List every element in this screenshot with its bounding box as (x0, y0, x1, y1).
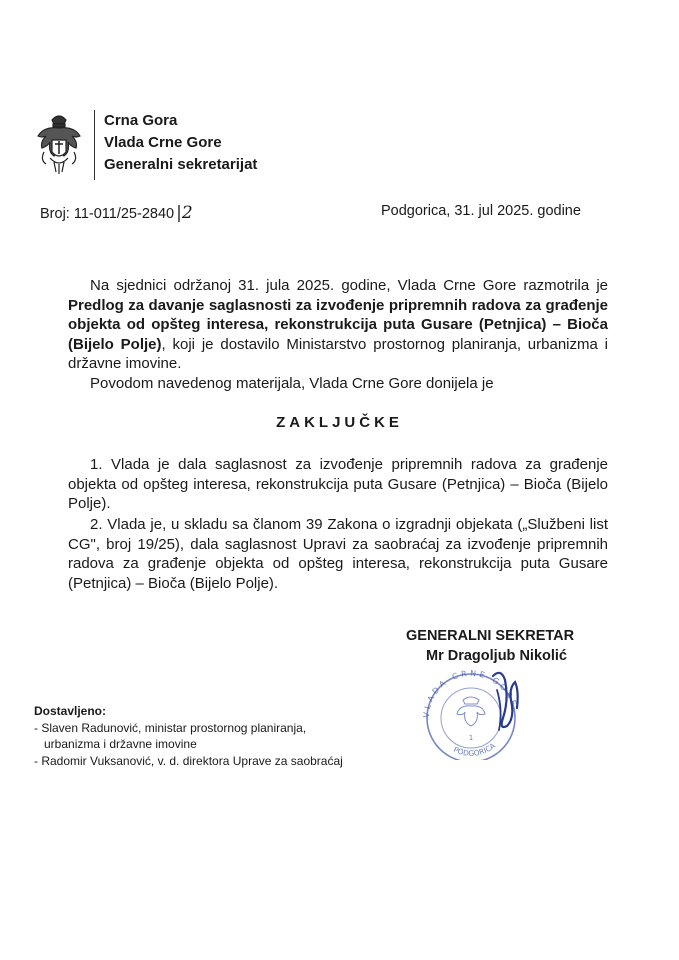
letterhead (34, 110, 314, 180)
header-government: Vlada Crne Gore (104, 134, 222, 151)
svg-text:PODGORICA (452, 741, 498, 758)
stamp-bottom-text: PODGORICA (452, 741, 498, 758)
conclusion-1: 1. Vlada je dala saglasnost za izvođenje pripremnih radova za građenje objekta od opšteg interesa, rekonstrukcija puta Gusare (Petnjica) – Bioča (Bijelo Polje). (68, 456, 608, 512)
intro-paragraph: Na sjednici održanoj 31. jula 2025. godine, Vlada Crne Gore razmotrila je Predlog za davanje saglasnosti za izvođenje pripremnih radova za građenje objekta od opšteg interesa, rekonstrukcija puta Gusare (Petnjica) – Bioča (Bijelo Polje), koji je dostavilo Ministarstvo prostornog planiranja, urbanizma i državne imovine. (68, 277, 609, 372)
proposal-title: Predlog za davanje saglasnosti za izvođenje pripremnih radova za građenje objekta od opšteg interesa, rekonstrukcija puta Gusare (Petnjica) – Bioča (Bijelo Polje) (68, 296, 608, 353)
intro-second-paragraph: Povodom navedenog materijala, Vlada Crne Gore donijela je (90, 375, 494, 392)
stamp-top-text: VLADA CRNE GORE (421, 668, 519, 719)
distribution-list (34, 703, 343, 769)
conclusion-2: 2. Vlada je, u skladu sa članom 39 Zakona o izgradnji objekata („Službeni list CG", broj 19/25), dala saglasnost Upravi za saobraćaj za izvođenje pripremnih radova za građenje objekta od opšteg interesa, rekonstrukcija puta Gusare (Petnjica) – Bioča (Bijelo Polje). (68, 516, 608, 592)
reference-number: Broj: 11-011/25-2840 |2 (40, 203, 193, 223)
header-secretariat: Generalni sekretarijat (104, 156, 258, 173)
distribution-title: Dostavljeno: (34, 704, 107, 718)
distribution-item-1-cont: urbanizma i državne imovine (44, 737, 197, 751)
handwritten-suffix: |2 (176, 203, 193, 223)
signatory-name: Mr Dragoljub Nikolić (426, 648, 567, 664)
distribution-item-2: - Radomir Vuksanović, v. d. direktora Uprave za saobraćaj (34, 753, 343, 768)
conclusions-heading: ZAKLJUČKE (276, 414, 403, 431)
document-date: Podgorica, 31. jul 2025. godine (381, 203, 581, 219)
official-stamp (411, 660, 541, 760)
stamp-emblem-icon (457, 697, 485, 726)
header-divider (94, 110, 95, 180)
coat-of-arms-icon (34, 112, 84, 176)
header-country: Crna Gora (104, 112, 178, 129)
distribution-item-1: - Slaven Radunović, ministar prostornog planiranja, (34, 720, 307, 735)
signature-title: GENERALNI SEKRETAR (406, 628, 575, 644)
stamp-number: 1 (468, 734, 474, 742)
